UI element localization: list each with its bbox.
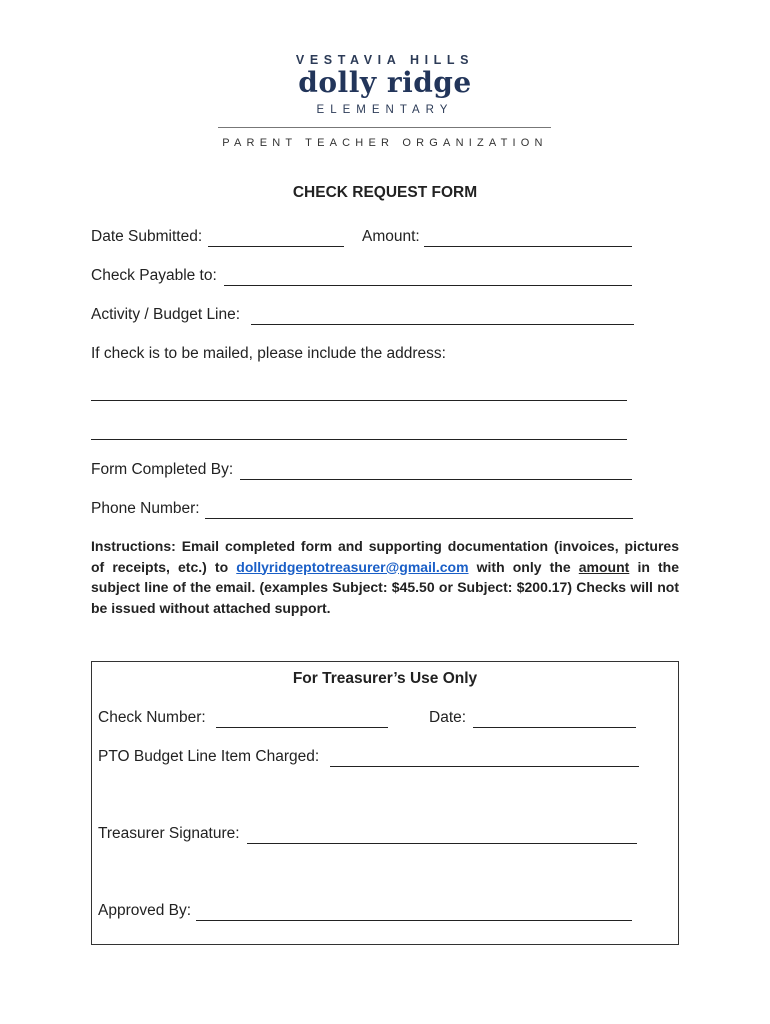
check-payable-line[interactable] — [224, 285, 632, 286]
instructions-part2: with only the — [468, 558, 579, 575]
check-number-line[interactable] — [216, 727, 388, 728]
treasurer-signature-line[interactable] — [247, 843, 637, 844]
form-completed-line[interactable] — [240, 479, 632, 480]
instructions-emphasis: amount — [578, 558, 630, 575]
instructions-part1: Instructions: Email completed form and supporting documentation (invoices, pictures of receipts, etc.) to — [91, 538, 679, 575]
treasurer-date-label: Date: — [429, 709, 467, 726]
letterhead-city: VESTAVIA HILLS — [295, 53, 475, 67]
letterhead-school-name: dolly ridge — [298, 66, 472, 99]
phone-line[interactable] — [205, 518, 633, 519]
approved-by-label: Approved By: — [98, 902, 192, 919]
budget-line-label: PTO Budget Line Item Charged: — [98, 748, 320, 765]
address-line-2[interactable] — [91, 439, 627, 440]
amount-line[interactable] — [424, 246, 632, 247]
activity-budget-label: Activity / Budget Line: — [91, 306, 241, 323]
instructions-part3: in the subject line of the email. (examples Subject: $45.50 or Subject: $200.17) Checks will not be issued without attached support. — [91, 558, 679, 616]
check-number-label: Check Number: — [98, 709, 206, 726]
address-line-1[interactable] — [91, 400, 627, 401]
form-title: CHECK REQUEST FORM — [292, 184, 478, 201]
letterhead-divider — [218, 127, 551, 128]
check-payable-label: Check Payable to: — [91, 267, 217, 284]
form-completed-label: Form Completed By: — [91, 461, 234, 478]
letterhead-organization: PARENT TEACHER ORGANIZATION — [222, 137, 548, 149]
letterhead-elementary: ELEMENTARY — [316, 104, 454, 116]
date-submitted-label: Date Submitted: — [91, 228, 203, 245]
activity-budget-line[interactable] — [251, 324, 634, 325]
date-submitted-line[interactable] — [208, 246, 344, 247]
amount-label: Amount: — [362, 228, 420, 245]
treasurer-box-title: For Treasurer’s Use Only — [292, 670, 478, 687]
mail-address-label: If check is to be mailed, please include the address: — [91, 345, 446, 362]
budget-line-line[interactable] — [330, 766, 639, 767]
treasurer-email-link[interactable]: dollyridgeptotreasurer@gmail.com — [236, 558, 469, 575]
approved-by-line[interactable] — [196, 920, 632, 921]
treasurer-signature-label: Treasurer Signature: — [98, 825, 240, 842]
treasurer-date-line[interactable] — [473, 727, 636, 728]
instructions — [91, 536, 679, 618]
phone-label: Phone Number: — [91, 500, 200, 517]
